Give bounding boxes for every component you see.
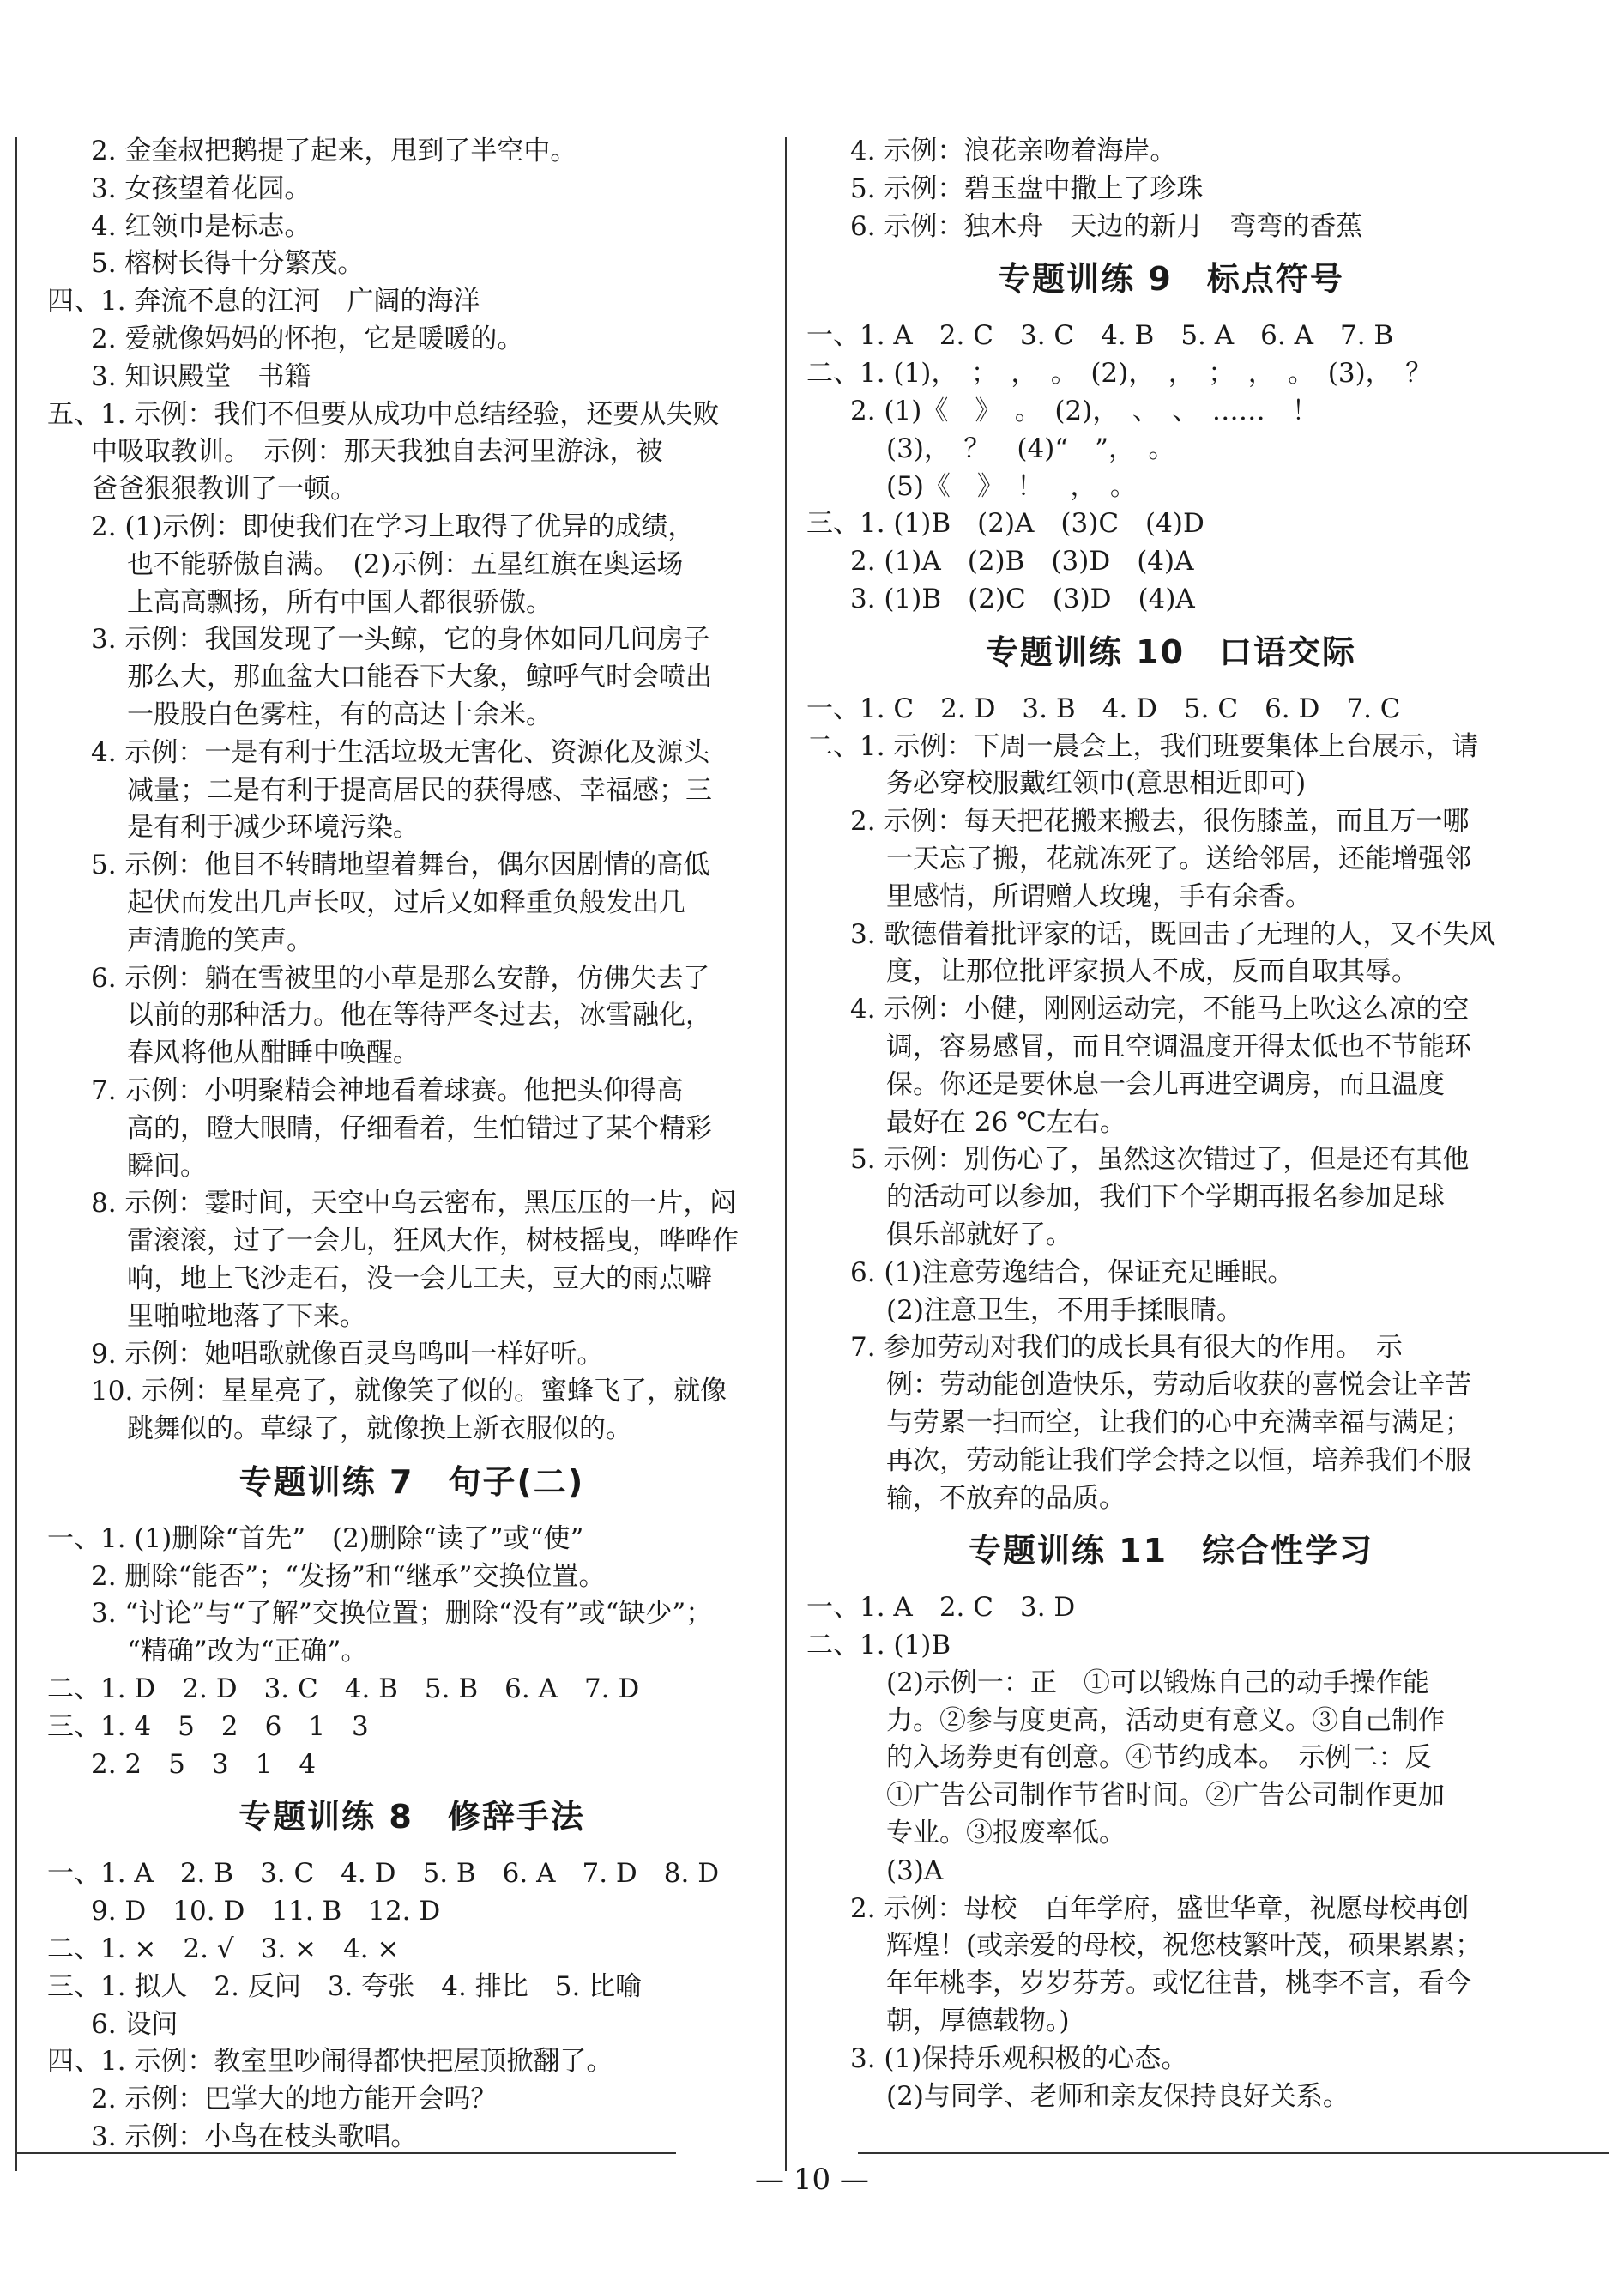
- answer-line: 4. 示例：浪花亲吻着海岸。: [850, 136, 1177, 166]
- answer-line: 那么大，那血盆大口能吞下大象，鲸呼气时会喷出: [127, 662, 712, 693]
- answer-column-right: [806, 133, 1536, 2115]
- answer-line: 9. D 10. D 11. B 12. D: [91, 1896, 441, 1927]
- left-margin-rule: [15, 137, 17, 2171]
- answer-line: 三、1. 4 5 2 6 1 3: [47, 1710, 369, 1742]
- answer-line: 专业。③报废率低。: [886, 1818, 1126, 1849]
- answer-line: 6. (1)注意劳逸结合，保证充足睡眠。: [850, 1256, 1295, 1288]
- answer-line: 2. 示例：巴掌大的地方能开会吗？: [91, 2084, 498, 2115]
- answer-line: 的入场券更有创意。④节约成本。 示例二：反: [886, 1742, 1432, 1774]
- answer-line: 五、1. 示例：我们不但要从成功中总结经验，还要从失败: [47, 398, 720, 430]
- answer-line: 中吸取教训。 示例：那天我独自去河里游泳，被: [91, 436, 663, 468]
- answer-line: 二、1. × 2. √ 3. × 4. ×: [47, 1933, 400, 1965]
- answer-line: 春风将他从酣睡中唤醒。: [127, 1038, 420, 1069]
- answer-line: 力。②参与度更高，活动更有意义。③自己制作: [886, 1704, 1445, 1736]
- answer-line: 一、1. A 2. C 3. D: [806, 1592, 1076, 1624]
- answer-line: 3. 知识殿堂 书籍: [91, 360, 311, 392]
- section-heading: 专题训练 8 修辞手法: [238, 1798, 585, 1836]
- answer-line: 8. 示例：霎时间，天空中乌云密布，黑压压的一片，闷: [91, 1188, 737, 1219]
- page-number: — 10 —: [755, 2163, 869, 2197]
- answer-column-left: [47, 133, 776, 2157]
- answer-line: 朝，厚德载物。): [886, 2006, 1070, 2037]
- answer-line: 2. (1)A (2)B (3)D (4)A: [850, 546, 1194, 578]
- answer-line: 年年桃李，岁岁芬芳。或忆往昔，桃李不言，看今: [886, 1968, 1471, 2000]
- answer-line: 2. 示例：每天把花搬来搬去，很伤膝盖，而且万一哪: [850, 806, 1470, 838]
- answer-line: 一、1. (1)删除“首先” (2)删除“读了”或“使”: [47, 1522, 584, 1554]
- answer-line: 上高高飘扬，所有中国人都很骄傲。: [127, 586, 552, 618]
- answer-line: 3. 示例：我国发现了一头鲸，它的身体如同几间房子: [91, 624, 710, 656]
- answer-line: 输，不放弃的品质。: [886, 1482, 1126, 1514]
- answer-line: 俱乐部就好了。: [886, 1219, 1072, 1250]
- answer-line: 二、1. (1)B: [806, 1630, 951, 1661]
- answer-line: 一股股白色雾柱，有的高达十余米。: [127, 699, 552, 730]
- answer-line: 起伏而发出几声长叹，过后又如释重负般发出几: [127, 886, 685, 918]
- answer-line: 2. (1)示例：即使我们在学习上取得了优异的成绩，: [91, 511, 695, 542]
- answer-line: 6. 设问: [91, 2008, 178, 2040]
- answer-line: 二、1. 示例：下周一晨会上，我们班要集体上台展示，请: [806, 730, 1479, 762]
- answer-line: 一、1. A 2. C 3. C 4. B 5. A 6. A 7. B: [806, 320, 1394, 352]
- answer-line: “精确”改为“正确”。: [127, 1636, 368, 1667]
- answer-line: 3. “讨论”与“了解”交换位置；删除“没有”或“缺少”；: [91, 1598, 713, 1630]
- answer-line: 5. 示例：碧玉盘中撒上了珍珠: [850, 172, 1204, 204]
- answer-line: 3. 示例：小鸟在枝头歌唱。: [91, 2121, 418, 2153]
- answer-line: 三、1. 拟人 2. 反问 3. 夸张 4. 排比 5. 比喻: [47, 1970, 643, 2002]
- answer-line: ①广告公司制作节省时间。②广告公司制作更加: [886, 1780, 1445, 1812]
- answer-line: (3)A: [886, 1854, 944, 1886]
- answer-line: 4. 示例：一是有利于生活垃圾无害化、资源化及源头: [91, 736, 710, 768]
- answer-line: 5. 示例：别伤心了，虽然这次错过了，但是还有其他: [850, 1144, 1470, 1176]
- answer-line: 5. 榕树长得十分繁茂。: [91, 248, 365, 280]
- answer-line: 6. 示例：躺在雪被里的小草是那么安静，仿佛失去了: [91, 962, 710, 994]
- answer-line: 2. 金奎叔把鹅提了起来，甩到了半空中。: [91, 136, 577, 166]
- answer-line: 3. (1)B (2)C (3)D (4)A: [850, 583, 1195, 614]
- answer-line: 4. 示例：小健，刚刚运动完，不能马上吹这么凉的空: [850, 994, 1470, 1026]
- answer-line: 2. 爱就像妈妈的怀抱，它是暖暖的。: [91, 323, 524, 354]
- answer-line: 最好在 26 ℃左右。: [886, 1106, 1126, 1138]
- answer-line: 10. 示例：星星亮了，就像笑了似的。蜜蜂飞了，就像: [91, 1376, 727, 1407]
- answer-line: 里感情，所谓赠人玫瑰，手有余香。: [886, 880, 1312, 912]
- answer-line: 响，地上飞沙走石，没一会儿工夫，豆大的雨点噼: [127, 1262, 712, 1294]
- column-divider: [785, 137, 787, 2171]
- answer-line: 与劳累一扫而空，让我们的心中充满幸福与满足；: [886, 1407, 1471, 1438]
- answer-line: 二、1. D 2. D 3. C 4. B 5. B 6. A 7. D: [47, 1673, 640, 1705]
- section-heading: 专题训练 10 口语交际: [985, 632, 1357, 671]
- answer-line: (2)与同学、老师和亲友保持良好关系。: [886, 2080, 1349, 2112]
- answer-line: 辉煌！(或亲爱的母校，祝您枝繁叶茂，硕果累累；: [886, 1930, 1482, 1962]
- answer-line: 高的，瞪大眼睛，仔细看着，生怕错过了某个精彩: [127, 1112, 712, 1144]
- footer-rule-right: [858, 2152, 1609, 2154]
- answer-line: 是有利于减少环境污染。: [127, 812, 420, 844]
- answer-line: (2)注意卫生，不用手揉眼睛。: [886, 1294, 1243, 1326]
- answer-line: 2. 示例：母校 百年学府，盛世华章，祝愿母校再创: [850, 1892, 1470, 1924]
- answer-line: 跳舞似的。草绿了，就像换上新衣服似的。: [127, 1413, 632, 1445]
- section-heading: 专题训练 11 综合性学习: [968, 1532, 1374, 1570]
- answer-line: 一、1. C 2. D 3. B 4. D 5. C 6. D 7. C: [806, 693, 1401, 724]
- answer-line: 的活动可以参加，我们下个学期再报名参加足球: [886, 1182, 1445, 1213]
- answer-line: 3. 歌德借着批评家的话，既回击了无理的人，又不失风: [850, 918, 1496, 950]
- answer-line: 瞬间。: [127, 1150, 207, 1182]
- answer-line: 也不能骄傲自满。 (2)示例：五星红旗在奥运场: [127, 548, 684, 580]
- answer-line: 2. (1)《 》 。 (2)， 、 、 …… ！: [850, 395, 1319, 427]
- answer-line: (3)， ？ (4)“ ”， 。: [886, 433, 1175, 464]
- answer-line: 3. 女孩望着花园。: [91, 172, 311, 204]
- answer-line: 9. 示例：她唱歌就像百灵鸟鸣叫一样好听。: [91, 1338, 604, 1370]
- answer-line: 2. 2 5 3 1 4: [91, 1748, 317, 1780]
- answer-line: 再次，劳动能让我们学会持之以恒，培养我们不服: [886, 1444, 1471, 1476]
- answer-line: (2)示例一：正 ①可以锻炼自己的动手操作能: [886, 1667, 1429, 1698]
- answer-line: 减量；二是有利于提高居民的获得感、幸福感；三: [127, 774, 712, 806]
- answer-line: 保。你还是要休息一会儿再进空调房，而且温度: [886, 1068, 1445, 1100]
- answer-line: 一天忘了搬，花就冻死了。送给邻居，还能增强邻: [886, 843, 1471, 874]
- answer-line: 7. 示例：小明聚精会神地看着球赛。他把头仰得高: [91, 1074, 684, 1106]
- answer-line: 6. 示例：独木舟 天边的新月 弯弯的香蕉: [850, 210, 1363, 242]
- answer-line: 里啪啦地落了下来。: [127, 1300, 366, 1332]
- answer-line: 务必穿校服戴红领巾(意思相近即可): [886, 768, 1307, 800]
- answer-line: 四、1. 示例：教室里吵闹得都快把屋顶掀翻了。: [47, 2046, 613, 2078]
- answer-line: 二、1. (1)， ； ， 。 (2)， ， ； ， 。 (3)， ？: [806, 358, 1433, 390]
- answer-line: 例：劳动能创造快乐，劳动后收获的喜悦会让辛苦: [886, 1370, 1471, 1401]
- answer-line: 2. 删除“能否”；“发扬”和“继承”交换位置。: [91, 1560, 606, 1592]
- answer-line: 爸爸狠狠教训了一顿。: [91, 474, 357, 505]
- answer-line: 3. (1)保持乐观积极的心态。: [850, 2042, 1188, 2074]
- section-heading: 专题训练 9 标点符号: [998, 260, 1344, 299]
- answer-line: 一、1. A 2. B 3. C 4. D 5. B 6. A 7. D 8. D: [47, 1858, 720, 1890]
- answer-line: 以前的那种活力。他在等待严冬过去，冰雪融化，: [127, 1000, 712, 1032]
- section-heading: 专题训练 7 句子(二): [238, 1462, 585, 1501]
- answer-line: 声清脆的笑声。: [127, 924, 313, 956]
- answer-line: 雷滚滚，过了一会儿，狂风大作，树枝摇曳，哗哗作: [127, 1225, 739, 1257]
- answer-line: (5)《 》 ！ ， 。: [886, 470, 1137, 502]
- answer-line: 度，让那位批评家损人不成，反而自取其辱。: [886, 956, 1418, 988]
- answer-line: 7. 参加劳动对我们的成长具有很大的作用。 示: [850, 1332, 1403, 1364]
- answer-line: 四、1. 奔流不息的江河 广阔的海洋: [47, 286, 480, 318]
- answer-line: 4. 红领巾是标志。: [91, 210, 311, 242]
- answer-line: 5. 示例：他目不转睛地望着舞台，偶尔因剧情的高低: [91, 850, 710, 881]
- answer-line: 调，容易感冒，而且空调温度开得太低也不节能环: [886, 1031, 1471, 1062]
- answer-line: 三、1. (1)B (2)A (3)C (4)D: [806, 508, 1204, 540]
